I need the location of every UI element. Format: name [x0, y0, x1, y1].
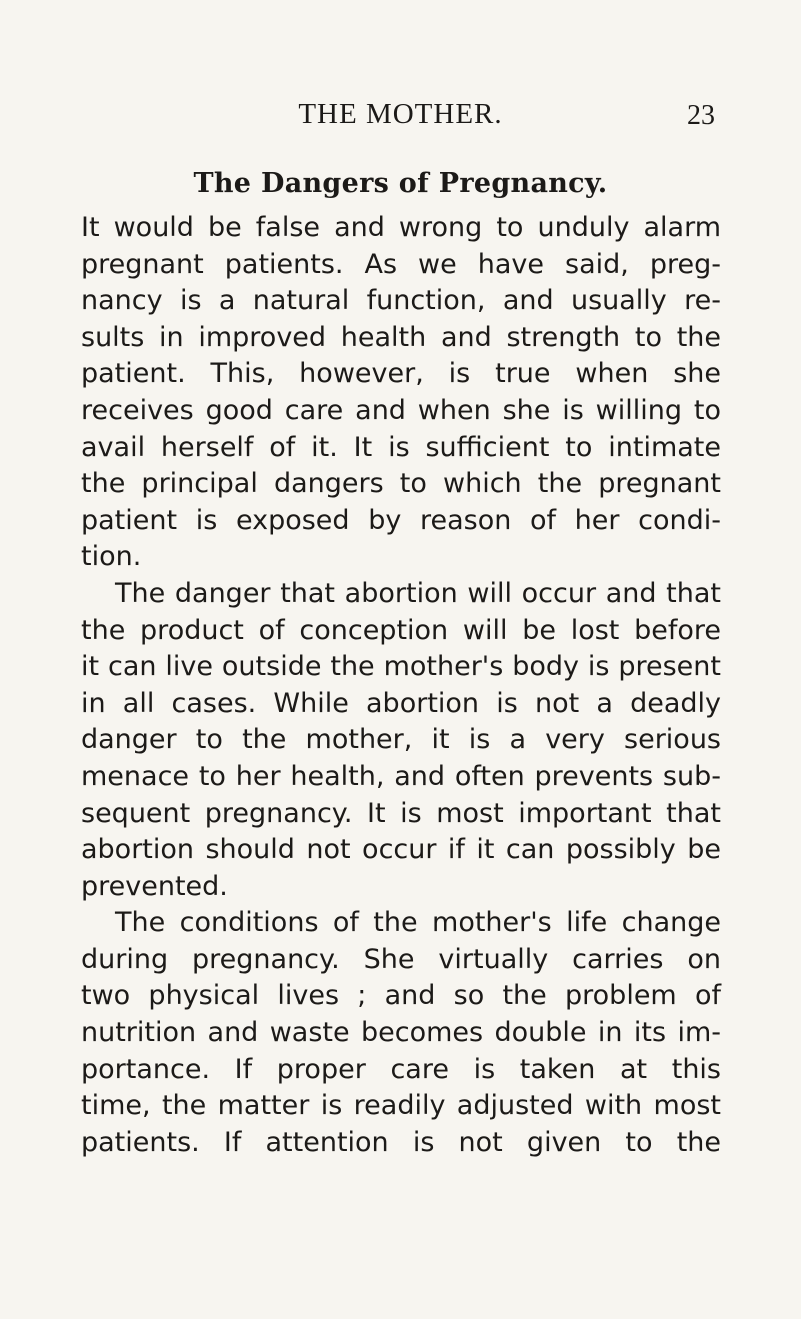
text-line: patient is exposed by reason of her condi- — [81, 504, 721, 536]
text-line: nancy is a natural function, and usually re- — [81, 285, 721, 317]
text-line: The conditions of the mother's life change — [115, 907, 721, 939]
text-line: pregnant patients. As we have said, preg- — [81, 248, 721, 280]
text-line: nutrition and waste becomes double in its im- — [81, 1017, 721, 1049]
text-line: time, the matter is readily adjusted with most — [81, 1090, 721, 1122]
section-heading: The Dangers of Pregnancy. — [193, 168, 608, 199]
text-line: it can live outside the mother's body is present — [81, 651, 721, 683]
running-title: THE MOTHER. — [298, 98, 503, 130]
text-line: menace to her health, and often prevents sub- — [81, 760, 721, 792]
text-line: the principal dangers to which the pregnant — [81, 468, 721, 500]
text-line: prevented. — [81, 870, 228, 902]
text-line: in all cases. While abortion is not a deadly — [81, 687, 721, 719]
text-line: abortion should not occur if it can possibly be — [81, 834, 721, 866]
text-line: sequent pregnancy. It is most important that — [81, 797, 721, 829]
text-line: two physical lives ; and so the problem of — [81, 980, 721, 1012]
text-line: tion. — [81, 541, 142, 573]
text-line: portance. If proper care is taken at this — [81, 1053, 721, 1085]
text-line: sults in improved health and strength to the — [81, 321, 721, 353]
text-line: The danger that abortion will occur and that — [115, 577, 721, 609]
text-line: avail herself of it. It is sufficient to intimate — [81, 431, 721, 463]
text-line: patients. If attention is not given to the — [81, 1126, 721, 1158]
running-header — [0, 98, 801, 138]
text-line: the product of conception will be lost before — [81, 614, 721, 646]
page-number: 23 — [687, 100, 715, 131]
text-line: during pregnancy. She virtually carries on — [81, 943, 721, 975]
text-line: danger to the mother, it is a very serious — [81, 724, 721, 756]
text-line: It would be false and wrong to unduly alarm — [81, 212, 721, 243]
text-line: receives good care and when she is willing to — [81, 394, 721, 426]
text-line: patient. This, however, is true when she — [81, 358, 721, 390]
body-text — [81, 210, 721, 1161]
